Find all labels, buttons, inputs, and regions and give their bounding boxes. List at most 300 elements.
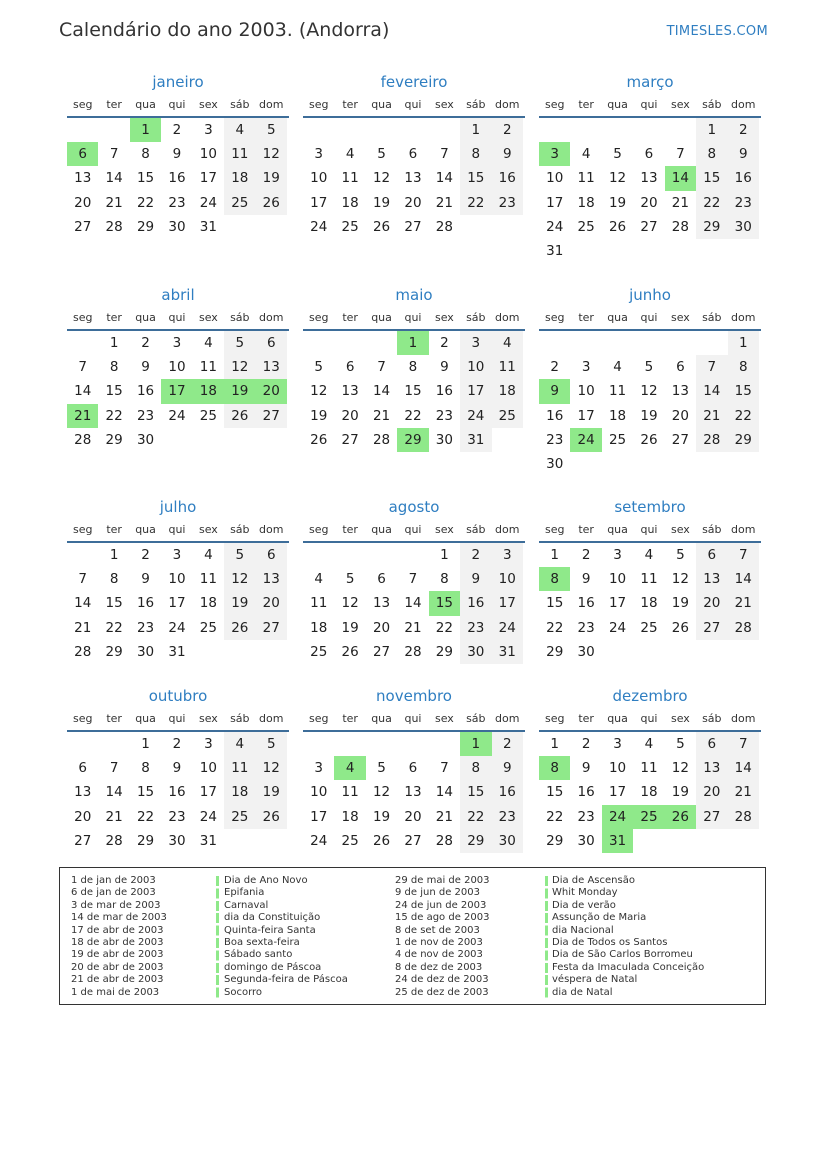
day-cell: 6	[78, 760, 87, 777]
month-6	[67, 497, 289, 664]
day-cell: 26	[608, 218, 627, 235]
weekday-header	[303, 309, 525, 327]
day-cell: 5	[377, 760, 386, 777]
empty-cell	[397, 732, 428, 756]
day-cell: 7	[78, 359, 87, 376]
month-11	[539, 686, 761, 853]
day-cell: 3	[314, 760, 323, 777]
day-cell: 1	[728, 331, 759, 355]
day-cell: 27	[696, 805, 727, 829]
day-cell: 11	[199, 571, 217, 588]
day-cell: 3	[613, 736, 622, 752]
weekday-label: ter	[578, 523, 594, 536]
day-cell: 11	[224, 142, 255, 166]
day-cell: 20	[74, 808, 92, 825]
day-cell: 20	[341, 407, 359, 424]
day-cell: 5	[256, 118, 287, 142]
weekday-label: sáb	[702, 311, 722, 324]
day-cell: 24	[460, 404, 491, 428]
day-cell: 9	[141, 359, 150, 376]
day-cell: 13	[74, 784, 92, 801]
empty-cell	[633, 829, 664, 853]
day-cell: 26	[372, 218, 391, 235]
weekday-label: dom	[259, 523, 284, 536]
day-cell: 1	[550, 547, 559, 563]
empty-cell	[429, 118, 460, 142]
empty-cell	[539, 118, 570, 142]
day-cell: 5	[676, 736, 685, 752]
month-name: setembro	[614, 498, 686, 516]
day-cell: 14	[105, 170, 123, 187]
day-cell: 12	[372, 170, 391, 187]
legend-entry: 24 de jun de 2003	[395, 899, 487, 911]
day-cell: 8	[539, 567, 570, 591]
day-cell: 20	[404, 194, 422, 211]
weekday-label: qua	[607, 712, 628, 725]
day-cell: 31	[460, 428, 491, 452]
day-cell: 22	[435, 619, 453, 636]
day-cell: 13	[341, 383, 359, 400]
day-cell: 29	[136, 218, 155, 235]
weekday-label: seg	[72, 523, 93, 536]
day-cell: 23	[577, 619, 595, 636]
empty-cell	[728, 640, 759, 664]
legend-names-left	[224, 875, 348, 999]
day-cell: 26	[665, 805, 696, 829]
day-cell: 2	[550, 359, 559, 376]
empty-cell	[397, 118, 428, 142]
day-cell: 8	[460, 756, 491, 780]
legend-entry: 9 de jun de 2003	[395, 887, 480, 899]
day-cell: 11	[492, 355, 523, 379]
legend-entry: 1 de mai de 2003	[71, 986, 160, 998]
legend-entry: 14 de mar de 2003	[71, 912, 167, 924]
weekday-label: sex	[434, 523, 454, 536]
day-cell: 19	[256, 166, 287, 190]
legend-entry: Dia de Ano Novo	[224, 875, 308, 886]
legend-entry: dia Nacional	[552, 924, 614, 936]
weekday-header	[303, 96, 525, 114]
weekday-label: seg	[544, 311, 565, 324]
month-9	[67, 686, 289, 853]
day-cell: 10	[577, 383, 595, 400]
day-cell: 6	[408, 760, 418, 777]
weekday-label: sex	[198, 98, 218, 111]
day-cell: 14	[105, 784, 123, 801]
legend-entry: Quinta-feira Santa	[224, 924, 316, 936]
empty-cell	[696, 239, 727, 263]
day-cell: 24	[570, 428, 601, 452]
day-cell: 9	[581, 571, 591, 588]
day-cell: 21	[74, 619, 92, 636]
day-cell: 30	[168, 218, 186, 235]
day-cell: 27	[640, 218, 658, 235]
day-cell: 20	[372, 619, 391, 636]
day-cell: 28	[74, 431, 92, 448]
empty-cell	[303, 732, 334, 756]
day-cell: 22	[136, 808, 155, 825]
day-cell: 5	[613, 146, 622, 163]
day-cell: 29	[546, 832, 564, 849]
day-cell: 21	[67, 404, 98, 428]
legend-entry: Dia de São Carlos Borromeu	[552, 949, 693, 961]
weekday-label: seg	[544, 712, 565, 725]
legend-entry: 25 de dez de 2003	[395, 986, 489, 998]
day-cell: 31	[602, 829, 633, 853]
month-name: outubro	[148, 687, 208, 705]
day-cell: 21	[435, 808, 453, 825]
day-cell: 29	[105, 431, 123, 448]
legend-entry: 24 de dez de 2003	[395, 974, 489, 986]
day-cell: 19	[224, 379, 255, 403]
legend-entry: 18 de abr de 2003	[71, 937, 164, 949]
day-cell: 13	[256, 355, 287, 379]
day-cell: 6	[408, 146, 418, 163]
day-cell: 20	[696, 780, 727, 804]
empty-cell	[224, 215, 255, 239]
empty-cell	[366, 118, 397, 142]
weekday-label: ter	[578, 712, 594, 725]
day-cell: 28	[105, 832, 123, 849]
empty-cell	[67, 732, 98, 756]
legend-entry: 1 de jan de 2003	[71, 875, 156, 886]
day-cell: 6	[676, 359, 685, 376]
day-cell: 1	[440, 547, 449, 563]
weekday-header	[539, 309, 761, 327]
day-cell: 8	[728, 355, 759, 379]
month-name: junho	[629, 286, 671, 304]
day-cell: 1	[397, 331, 428, 355]
day-cell: 20	[256, 591, 287, 615]
day-cell: 3	[314, 146, 323, 163]
weekday-label: qui	[640, 712, 658, 725]
day-cell: 23	[728, 191, 759, 215]
day-cell: 25	[224, 805, 255, 829]
day-grid	[303, 543, 525, 664]
weekday-label: ter	[106, 98, 122, 111]
weekday-label: dom	[259, 712, 284, 725]
month-name: fevereiro	[380, 73, 448, 91]
empty-cell	[728, 452, 759, 476]
day-cell: 20	[640, 194, 658, 211]
day-cell: 16	[460, 591, 491, 615]
day-cell: 24	[168, 407, 186, 424]
empty-cell	[67, 118, 98, 142]
legend-entry: 6 de jan de 2003	[71, 887, 156, 899]
day-cell: 22	[404, 407, 422, 424]
day-cell: 6	[644, 146, 654, 163]
day-cell: 13	[256, 567, 287, 591]
day-cell: 1	[109, 547, 119, 563]
day-cell: 14	[74, 595, 92, 612]
day-cell: 21	[372, 407, 391, 424]
month-7	[303, 497, 525, 664]
month-5	[539, 285, 761, 476]
day-cell: 18	[199, 595, 217, 612]
empty-cell	[492, 428, 523, 452]
day-cell: 17	[199, 170, 217, 187]
weekday-label: qui	[404, 523, 422, 536]
day-cell: 29	[397, 428, 428, 452]
day-cell: 26	[256, 805, 287, 829]
day-cell: 21	[696, 404, 727, 428]
month-name: julho	[159, 498, 197, 516]
legend-entry: Assunção de Maria	[552, 912, 647, 924]
weekday-label: ter	[106, 311, 122, 324]
day-cell: 22	[728, 404, 759, 428]
day-cell: 18	[341, 808, 359, 825]
day-cell: 24	[602, 805, 633, 829]
day-cell: 17	[199, 784, 217, 801]
day-cell: 10	[492, 567, 523, 591]
day-cell: 24	[199, 194, 217, 211]
day-cell: 25	[310, 643, 328, 660]
day-cell: 17	[310, 808, 328, 825]
weekday-label: sex	[198, 311, 218, 324]
empty-cell	[570, 118, 601, 142]
legend-entry: Boa sexta-feira	[224, 937, 300, 949]
day-cell: 15	[546, 784, 564, 801]
weekday-label: qua	[371, 523, 392, 536]
weekday-header	[67, 710, 289, 728]
day-cell: 4	[314, 571, 323, 588]
empty-cell	[665, 452, 696, 476]
day-cell: 16	[168, 784, 186, 801]
empty-cell	[728, 239, 759, 263]
day-cell: 10	[460, 355, 491, 379]
day-cell: 5	[644, 359, 654, 376]
day-cell: 29	[435, 643, 453, 660]
day-cell: 18	[608, 407, 627, 424]
weekday-label: sex	[434, 712, 454, 725]
weekday-label: ter	[578, 311, 594, 324]
day-cell: 11	[341, 170, 359, 187]
day-cell: 25	[640, 619, 658, 636]
empty-cell	[696, 829, 727, 853]
day-cell: 11	[640, 571, 658, 588]
day-grid	[539, 732, 761, 853]
day-cell: 25	[341, 832, 359, 849]
empty-cell	[334, 732, 365, 756]
day-cell: 24	[608, 619, 627, 636]
day-cell: 23	[492, 805, 523, 829]
day-cell: 19	[372, 194, 391, 211]
day-cell: 10	[608, 571, 627, 588]
empty-cell	[334, 118, 365, 142]
empty-cell	[161, 428, 192, 452]
month-name: março	[626, 73, 674, 91]
weekday-label: qua	[607, 311, 628, 324]
day-cell: 31	[168, 643, 186, 660]
weekday-label: sáb	[466, 98, 486, 111]
day-cell: 4	[644, 547, 654, 563]
day-cell: 16	[492, 780, 523, 804]
day-cell: 17	[168, 595, 186, 612]
day-cell: 12	[224, 355, 255, 379]
weekday-label: seg	[72, 712, 93, 725]
day-cell: 30	[168, 832, 186, 849]
day-cell: 12	[310, 383, 328, 400]
day-grid	[303, 331, 525, 452]
day-cell: 25	[577, 218, 595, 235]
day-cell: 5	[256, 732, 287, 756]
empty-cell	[224, 428, 255, 452]
legend-entry: Segunda-feira de Páscoa	[224, 974, 348, 986]
day-cell: 21	[435, 194, 453, 211]
day-cell: 27	[256, 404, 287, 428]
weekday-label: seg	[308, 311, 329, 324]
weekday-label: dom	[731, 523, 756, 536]
day-cell: 15	[696, 166, 727, 190]
empty-cell	[602, 331, 633, 355]
day-cell: 2	[492, 732, 523, 756]
empty-cell	[397, 543, 428, 567]
day-cell: 19	[256, 780, 287, 804]
weekday-label: sex	[198, 523, 218, 536]
empty-cell	[334, 543, 365, 567]
weekday-header	[303, 521, 525, 539]
day-cell: 19	[372, 808, 391, 825]
day-cell: 6	[696, 543, 727, 567]
weekday-label: dom	[495, 523, 520, 536]
day-cell: 16	[728, 166, 759, 190]
empty-cell	[665, 829, 696, 853]
day-cell: 1	[109, 335, 119, 351]
legend-entry: dia da Constituição	[224, 912, 321, 924]
day-cell: 12	[256, 142, 287, 166]
month-name: dezembro	[612, 687, 688, 705]
day-cell: 28	[372, 431, 391, 448]
legend-entry: Epifania	[224, 887, 265, 899]
day-cell: 23	[168, 808, 186, 825]
day-cell: 8	[539, 756, 570, 780]
weekday-label: dom	[495, 712, 520, 725]
day-cell: 18	[577, 194, 595, 211]
weekday-header	[539, 521, 761, 539]
day-cell: 9	[492, 756, 523, 780]
day-cell: 30	[577, 643, 595, 660]
day-cell: 27	[696, 616, 727, 640]
day-cell: 28	[671, 218, 689, 235]
weekday-label: sáb	[466, 523, 486, 536]
empty-cell	[303, 118, 334, 142]
weekday-label: qua	[135, 311, 156, 324]
weekday-label: sáb	[230, 712, 250, 725]
day-cell: 16	[492, 166, 523, 190]
day-cell: 3	[539, 142, 570, 166]
day-cell: 11	[224, 756, 255, 780]
day-cell: 5	[224, 543, 255, 567]
brand-link[interactable]: TIMESLES.COM	[666, 24, 768, 39]
day-cell: 8	[440, 571, 449, 588]
day-cell: 20	[696, 591, 727, 615]
day-cell: 28	[728, 616, 759, 640]
day-cell: 18	[224, 780, 255, 804]
day-cell: 4	[334, 756, 365, 780]
legend-entry: dia de Natal	[552, 986, 613, 998]
weekday-label: qua	[607, 523, 628, 536]
day-cell: 2	[460, 543, 491, 567]
day-cell: 18	[492, 379, 523, 403]
month-name: abril	[161, 286, 195, 304]
day-cell: 16	[168, 170, 186, 187]
weekday-label: qua	[135, 712, 156, 725]
day-cell: 22	[546, 808, 564, 825]
day-cell: 3	[613, 547, 622, 563]
weekday-header	[303, 710, 525, 728]
day-cell: 25	[199, 619, 217, 636]
day-cell: 16	[136, 595, 155, 612]
weekday-label: sáb	[466, 712, 486, 725]
day-cell: 5	[345, 571, 355, 588]
month-name: janeiro	[152, 73, 204, 91]
day-cell: 26	[372, 832, 391, 849]
day-cell: 17	[577, 407, 595, 424]
day-cell: 28	[74, 643, 92, 660]
day-cell: 23	[460, 616, 491, 640]
day-cell: 20	[671, 407, 689, 424]
day-cell: 12	[608, 170, 627, 187]
day-cell: 4	[204, 335, 213, 351]
day-cell: 15	[546, 595, 564, 612]
day-cell: 8	[141, 760, 150, 777]
day-grid	[67, 732, 289, 853]
day-cell: 6	[377, 571, 386, 588]
day-cell: 19	[224, 591, 255, 615]
day-grid	[303, 732, 525, 853]
empty-cell	[256, 829, 287, 853]
weekday-label: ter	[578, 98, 594, 111]
day-cell: 16	[546, 407, 564, 424]
day-cell: 4	[581, 146, 591, 163]
day-cell: 18	[341, 194, 359, 211]
weekday-header	[67, 521, 289, 539]
day-cell: 10	[199, 146, 217, 163]
day-cell: 14	[728, 756, 759, 780]
empty-cell	[193, 428, 224, 452]
month-4	[303, 285, 525, 452]
day-cell: 4	[492, 331, 523, 355]
weekday-label: qui	[168, 523, 186, 536]
weekday-label: qui	[640, 523, 658, 536]
weekday-label: qua	[371, 311, 392, 324]
legend-entry: 29 de mai de 2003	[395, 875, 490, 886]
day-cell: 29	[728, 428, 759, 452]
day-cell: 1	[141, 736, 150, 752]
day-cell: 29	[136, 832, 155, 849]
empty-cell	[67, 331, 98, 355]
day-cell: 17	[492, 591, 523, 615]
day-cell: 24	[492, 616, 523, 640]
day-grid	[539, 118, 761, 263]
day-cell: 17	[161, 379, 192, 403]
day-cell: 8	[109, 571, 119, 588]
day-cell: 23	[168, 194, 186, 211]
weekday-label: dom	[495, 311, 520, 324]
weekday-label: seg	[308, 523, 329, 536]
day-cell: 8	[109, 359, 119, 376]
day-cell: 7	[676, 146, 685, 163]
empty-cell	[728, 829, 759, 853]
day-cell: 16	[577, 595, 595, 612]
day-cell: 15	[404, 383, 422, 400]
day-cell: 2	[581, 547, 591, 563]
day-cell: 18	[640, 784, 658, 801]
day-cell: 27	[74, 218, 92, 235]
day-cell: 28	[105, 218, 123, 235]
day-cell: 14	[435, 784, 453, 801]
day-cell: 20	[256, 379, 287, 403]
